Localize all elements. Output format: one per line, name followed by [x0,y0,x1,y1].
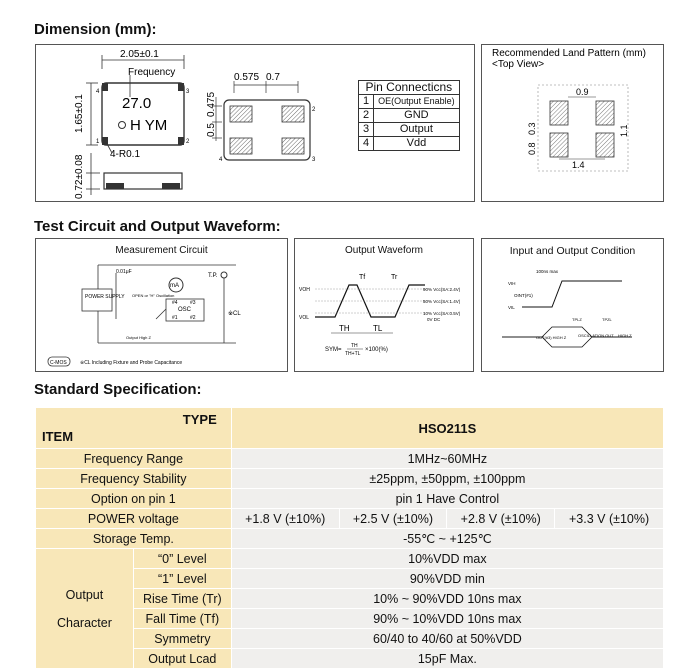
svg-text:#4: #4 [172,300,178,306]
svg-text:Tf: Tf [359,274,366,281]
svg-text:10% Vcc(SA:0.5V): 10% Vcc(SA:0.5V) [423,311,461,316]
svg-text:TH+TL: TH+TL [345,351,361,357]
row-power-label: POWER voltage [36,509,232,529]
svg-text:0V DC: 0V DC [427,317,441,322]
out-row-2-label: Rise Time (Tr) [133,589,231,609]
svg-text:VIH: VIH [508,281,516,286]
waveform-title: Output Waveform [345,245,423,256]
pad-dim-a: 0.575 [234,72,260,83]
output-character-group: Output Character [36,549,134,669]
type-item-header [36,408,232,449]
svg-text:OPEN or "H" Oscillation: OPEN or "H" Oscillation [132,293,175,298]
pad-dim-b: 0.7 [266,72,280,83]
svg-text:90% Vcc(SA:2.4V): 90% Vcc(SA:2.4V) [423,287,461,292]
svg-text:TPZL: TPZL [602,317,612,322]
power-value-4: +3.3 V (±10%) [555,509,664,529]
test-circuit-heading: Test Circuit and Output Waveform: [34,218,281,235]
row-freq-stability-label: Frequency Stability [36,469,232,489]
pin1-label: 1 [96,139,100,145]
output-waveform [294,238,474,372]
marking-line1: 27.0 [122,95,152,112]
land-dim-top: 0.9 [576,87,589,97]
svg-text:TL: TL [373,324,383,333]
land-pattern-title: Recommended Land Pattern (mm) [492,48,646,59]
svg-text:OSCILLATION OUT: OSCILLATION OUT [578,333,614,338]
out-row-0-value: 10%VDD max [231,549,663,569]
power-value-2: +2.5 V (±10%) [339,509,447,529]
out-row-0-label: “0” Level [133,549,231,569]
row-freq-stability-value: ±25ppm, ±50ppm, ±100ppm [231,469,663,489]
svg-text:VOH: VOH [299,287,310,293]
svg-text:OINT(#1): OINT(#1) [514,293,533,298]
out-row-2-value: 10% ~ 90%VDD 10ns max [231,589,663,609]
out-row-4-value: 60/40 to 40/60 at 50%VDD [231,629,663,649]
svg-text:VIL: VIL [508,305,515,310]
land-dim-left-a: 0.8 [527,142,537,155]
svg-text:2: 2 [312,107,316,113]
standard-spec-heading: Standard Specification: [34,381,202,398]
svg-text:T.P.: T.P. [208,273,218,279]
land-dim-right: 1.1 [619,124,629,137]
measurement-title: Measurement Circuit [115,245,208,256]
pad-dim-c: 0.475 [206,91,217,117]
io-title: Input and Output Condition [509,245,636,257]
height-dim-text: 1.65±0.1 [74,94,85,133]
svg-text:OSC: OSC [178,307,192,313]
power-value-3: +2.8 V (±10%) [447,509,555,529]
out-row-4-label: Symmetry [133,629,231,649]
dimension-heading: Dimension (mm): [34,21,157,38]
land-pattern-subtitle: <Top View> [492,59,545,70]
pin3-label: 3 [186,89,190,95]
row-storage-value: -55℃ ~ +125℃ [231,529,663,549]
svg-text:#2: #2 [190,315,196,321]
standard-spec-table [35,407,664,669]
svg-text:3: 3 [312,157,316,163]
pad-dim-d: 0.5 [206,123,217,137]
row-freq-range-value: 1MHz~60MHz [231,449,663,469]
out-row-1-value: 90%VDD min [231,569,663,589]
svg-text:#1: #1 [172,315,178,321]
svg-text:4: 4 [219,157,223,163]
svg-text:TH: TH [339,324,350,333]
type-label: TYPE [182,412,217,427]
pin2-label: 2 [186,139,190,145]
svg-text:100ns max: 100ns max [536,269,559,274]
cmos-badge: C-MOS [50,360,67,366]
out-row-5-value: 15pF Max. [231,649,663,669]
measurement-circuit [35,238,288,372]
out-row-5-label: Output Lcad [133,649,231,669]
svg-text:0.01μF: 0.01μF [116,269,132,275]
land-dim-bottom: 1.4 [572,160,585,170]
model-name: HSO211S [231,408,663,449]
row-freq-range-label: Frequency Range [36,449,232,469]
thickness-dim-text: 0.72±0.08 [74,154,85,199]
svg-text:Tr: Tr [391,274,398,281]
svg-text:TH: TH [351,343,358,349]
svg-text:VOL: VOL [299,315,310,321]
svg-text:HIGH Z: HIGH Z [618,333,632,338]
cl-note: ※CL Including Fixture and Probe Capacitance [80,360,183,366]
width-dim-text: 2.05±0.1 [120,49,159,60]
corner-radius-text: 4-R0.1 [110,149,141,160]
frequency-label: Frequency [128,67,176,78]
pin4-label: 4 [96,89,100,95]
svg-text:SYM=: SYM= [325,347,342,353]
row-storage-label: Storage Temp. [36,529,232,549]
land-pattern-drawing [481,44,664,202]
land-dim-left-b: 0.3 [527,122,537,135]
marking-line2: H YM [130,117,168,134]
svg-text:#3: #3 [190,300,196,306]
svg-text:POWER SUPPLY: POWER SUPPLY [85,294,125,300]
svg-text:OUT(#3) HIGH Z: OUT(#3) HIGH Z [536,335,567,340]
item-label: ITEM [42,429,74,444]
pin-connections-table: Pin Connecticns 1 OE(Output Enable) 2 GND 3 Output 4 Vdd [358,80,460,151]
out-row-3-value: 90% ~ 10%VDD 10ns max [231,609,663,629]
out-row-3-label: Fall Time (Tf) [133,609,231,629]
svg-text:×100(%): ×100(%) [365,347,388,353]
svg-text:Output High Z: Output High Z [126,335,151,340]
power-value-1: +1.8 V (±10%) [231,509,339,529]
svg-text:50% Vcc(SA:1.4V): 50% Vcc(SA:1.4V) [423,299,461,304]
svg-text:※CL: ※CL [228,311,241,317]
row-option-pin1-value: pin 1 Have Control [231,489,663,509]
svg-text:TPLZ: TPLZ [572,317,582,322]
ammeter-icon: mA [170,283,179,289]
out-row-1-label: “1” Level [133,569,231,589]
io-condition [481,238,664,372]
pin-connections-title: Pin Connecticns [359,81,460,95]
row-option-pin1-label: Option on pin 1 [36,489,232,509]
